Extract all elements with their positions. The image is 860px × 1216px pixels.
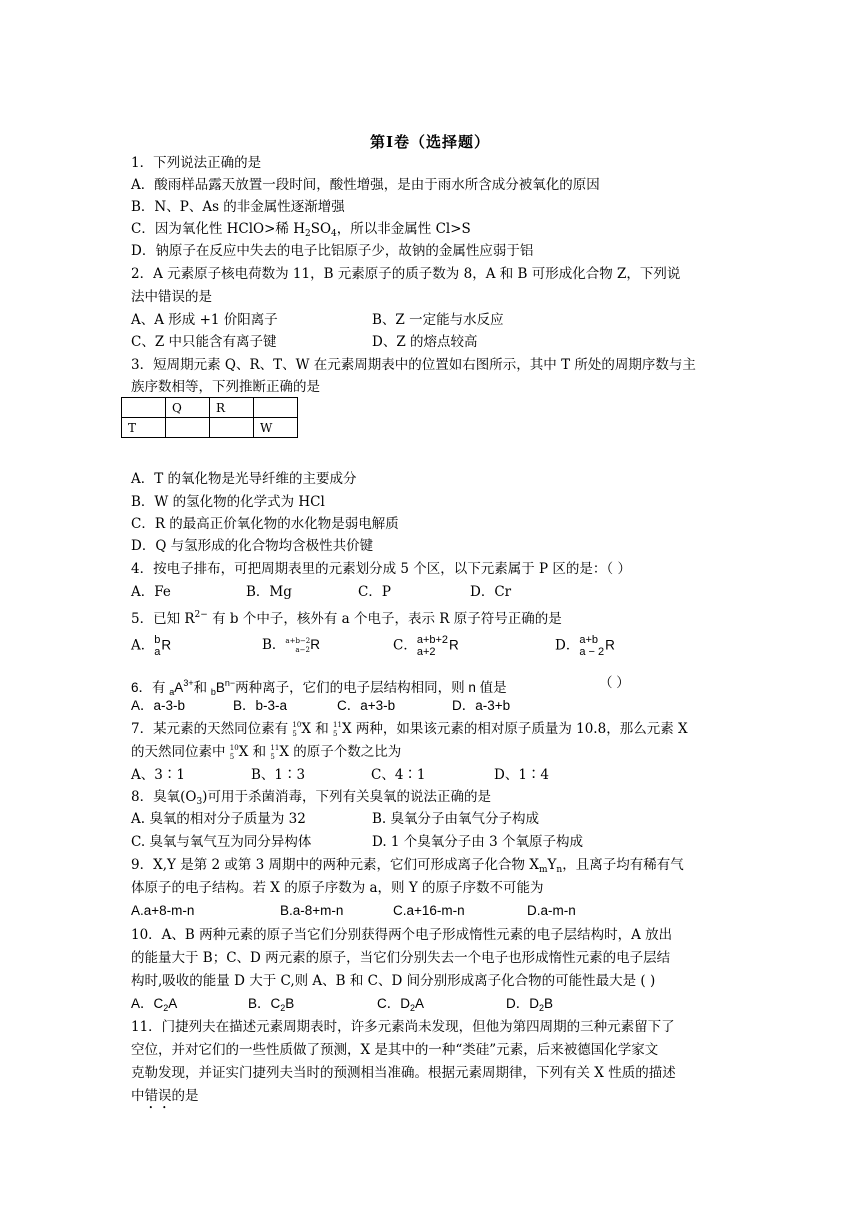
q9-option-d: D.a-m-n xyxy=(527,903,576,918)
q2-option-b: B、Z 一定能与水反应 xyxy=(372,312,504,328)
q8-option-d: D. 1 个臭氧分子由 3 个氧原子构成 xyxy=(372,834,583,850)
q6-stem: 6．有 $_aA^{3+}$和 $_bB^{n-}$两种离子，它们的电子层结构相同，则 n 值是 xyxy=(131,678,507,697)
table-cell xyxy=(122,398,166,418)
q1-option-a: A．酸雨样品露天放置一段时间，酸性增强，是由于雨水所含成分被氧化的原因 xyxy=(131,177,600,193)
table-row xyxy=(122,418,298,438)
emphasized-word: 错误 xyxy=(144,1088,172,1104)
q1-option-d: D．钠原子在反应中失去的电子比铝原子少，故钠的金属性应弱于铝 xyxy=(131,243,534,259)
q9-stem-line1: 9．X,Y 是第 2 或第 3 周期中的两种元素，它们可形成离子化合物 $X_mY_n$，且离子均有稀有气 xyxy=(131,857,684,875)
q6-option-d: D．a-3+b xyxy=(452,698,511,713)
q4-stem: 4．按电子排布，可把周期表里的元素划分成 5 个区，以下元素属于 P 区的是：（ ） xyxy=(131,561,631,577)
q1-stem: 1．下列说法正确的是 xyxy=(131,155,262,171)
table-cell xyxy=(254,398,298,418)
q8-option-b: B. 臭氧分子由氧气分子构成 xyxy=(372,811,540,827)
q8-option-c: C. 臭氧与氧气互为同分异构体 xyxy=(131,834,312,850)
q3-option-d: D．Q 与氢形成的化合物均含极性共价键 xyxy=(131,538,374,554)
periodic-position-table xyxy=(121,397,298,438)
q4-option-d: D．Cr xyxy=(470,584,512,600)
q10-option-c: C．$D_2A$ xyxy=(377,996,425,1013)
q6-option-b: B．b-3-a xyxy=(233,698,288,713)
q11-stem-line3: 克勒发现，并证实门捷列夫当时的预测相当准确。根据元素周期律，下列有关 X 性质的描述 xyxy=(131,1065,676,1081)
q11-stem-line4: 中错误的是 xyxy=(131,1088,199,1104)
q6-option-c: C．a+3-b xyxy=(337,698,396,713)
table-cell: R xyxy=(210,398,254,418)
q9-option-a: A.a+8-m-n xyxy=(131,903,195,918)
q4-option-a: A．Fe xyxy=(131,584,171,600)
q5-stem: 5．已知 $R^{2-}$ 有 b 个中子，核外有 a 个电子，表示 R 原子符号正确的是 xyxy=(131,610,562,627)
table-cell xyxy=(166,418,210,438)
q9-option-b: B.a-8+m-n xyxy=(280,903,344,918)
q2-stem-line2: 法中错误的是 xyxy=(131,289,212,305)
q1-option-b: B．N、P、As 的非金属性逐渐增强 xyxy=(131,199,345,215)
q10-option-b: B．$C_2B$ xyxy=(248,996,295,1013)
q2-option-d: D、Z 的熔点较高 xyxy=(372,334,478,350)
q7-option-a: A、3∶1 xyxy=(131,767,185,783)
table-cell xyxy=(210,418,254,438)
q8-option-a: A. 臭氧的相对分子质量为 32 xyxy=(131,811,306,827)
q8-stem: 8．臭氧$(O_3)$可用于杀菌消毒，下列有关臭氧的说法正确的是 xyxy=(131,789,491,807)
q7-option-c: C、4∶1 xyxy=(371,767,426,783)
q6-answer-paren: （ ） xyxy=(599,675,630,690)
q3-option-b: B．W 的氢化物的化学式为 HCl xyxy=(131,494,325,510)
q7-option-d: D、1∶4 xyxy=(494,767,550,783)
q4-option-b: B．Mg xyxy=(246,584,292,600)
q3-stem-line2: 族序数相等，下列推断正确的是 xyxy=(131,379,320,395)
q1-option-c: C．因为氧化性 HClO>稀 $H_2SO_4$，所以非金属性 Cl>S xyxy=(131,221,471,239)
q3-option-c: C．R 的最高正价氧化物的水化物是弱电解质 xyxy=(131,516,399,532)
table-cell: Q xyxy=(166,398,210,418)
q4-option-c: C．P xyxy=(358,584,391,600)
q11-stem-line2: 空位，并对它们的一些性质做了预测，X 是其中的一种“类硅”元素，后来被德国化学家文 xyxy=(131,1042,659,1058)
q2-option-a: A、A 形成 +1 价阳离子 xyxy=(131,312,278,328)
q11-stem-line1: 11．门捷列夫在描述元素周期表时，许多元素尚未发现，但他为第四周期的三种元素留下了 xyxy=(131,1019,675,1035)
q5-option-b: B． a+b−2 a−2 R xyxy=(262,636,321,654)
q10-option-d: D．$D_2B$ xyxy=(506,996,554,1013)
q7-option-b: B、1∶3 xyxy=(251,767,306,783)
q5-option-d: D． a+b a − 2 R xyxy=(555,634,615,658)
table-row xyxy=(122,398,298,418)
q2-option-c: C、Z 中只能含有离子键 xyxy=(131,334,277,350)
q3-stem-line1: 3．短周期元素 Q、R、T、W 在元素周期表中的位置如右图所示，其中 T 所处的周期序数与主 xyxy=(131,357,696,373)
q5-option-c: C． a+b+2 a+2 R xyxy=(393,634,459,658)
table-cell: T xyxy=(122,418,166,438)
q10-option-a: A．$C_2A$ xyxy=(131,996,178,1013)
section-title: 第Ⅰ卷（选择题） xyxy=(369,133,491,151)
q10-stem-line3: 构时,吸收的能量 D 大于 C,则 A、B 和 C、D 间分别形成离子化合物的可能性最大是 ( ) xyxy=(131,973,656,989)
q2-stem-line1: 2．A 元素原子核电荷数为 11，B 元素原子的质子数为 8，A 和 B 可形成化合物 Z，下列说 xyxy=(131,266,681,282)
q9-option-c: C.a+16-m-n xyxy=(393,903,465,918)
q10-stem-line1: 10．A、B 两种元素的原子当它们分别获得两个电子形成惰性元素的电子层结构时，A 放出 xyxy=(131,927,673,943)
q9-stem-line2: 体原子的电子结构。若 X 的原子序数为 a，则 Y 的原子序数不可能为 xyxy=(131,880,544,896)
q6-option-a: A．a-3-b xyxy=(131,698,186,713)
q7-stem-line1: 7．某元素的天然同位素有 10 5 X 和 11 5 X 两种，如果该元素的相对原子质量为 10.8，那么元素 X xyxy=(131,720,688,738)
table-cell: W xyxy=(254,418,298,438)
q10-stem-line2: 的能量大于 B；C、D 两元素的原子，当它们分别失去一个电子也形成惰性元素的电子层结 xyxy=(131,950,671,966)
q5-option-a: A． b a R xyxy=(131,634,172,658)
q7-stem-line2: 的天然同位素中 10 5 X 和 11 5 X 的原子个数之比为 xyxy=(131,743,402,761)
q3-option-a: A．T 的氧化物是光导纤维的主要成分 xyxy=(131,471,357,487)
